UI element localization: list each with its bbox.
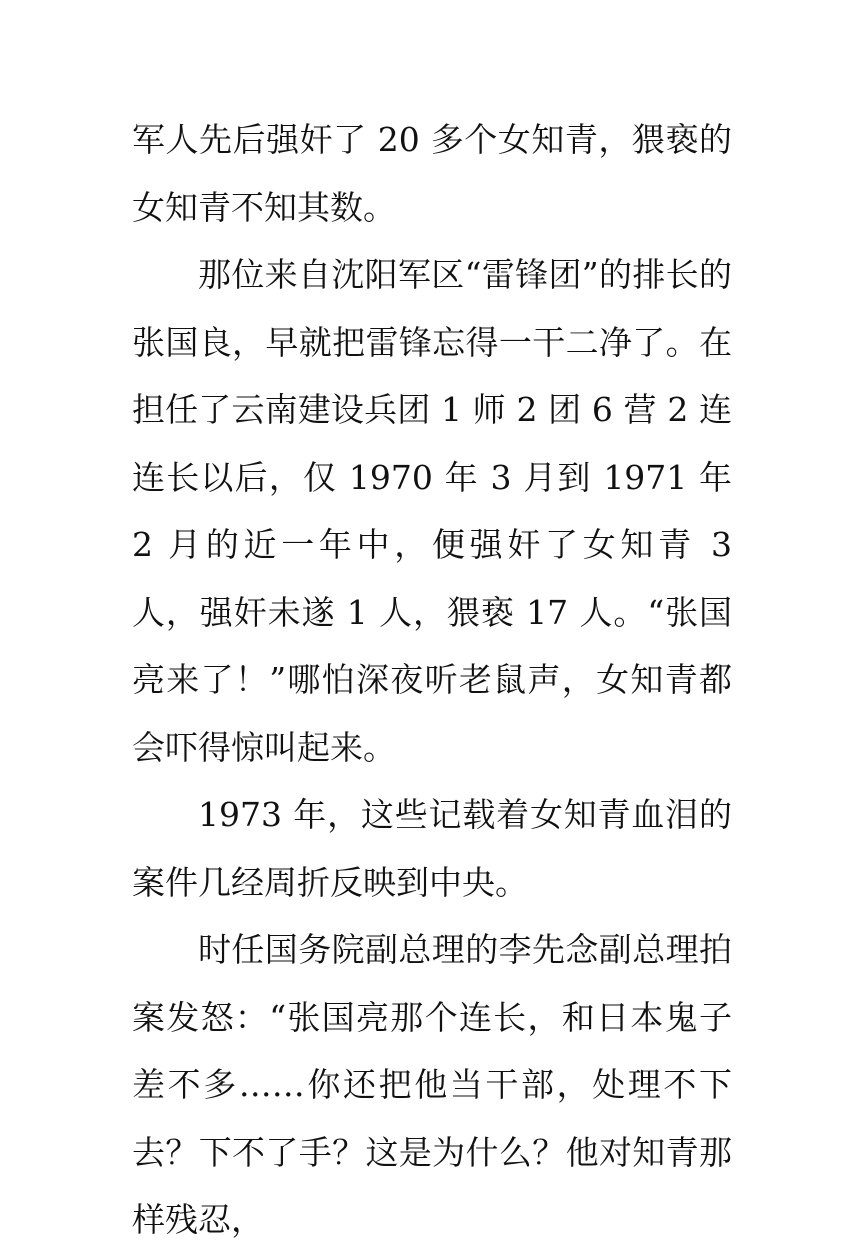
paragraph-continuation: 军人先后强奸了 20 多个女知青，猥亵的女知青不知其数。 [132, 120, 732, 227]
paragraph: 时任国务院副总理的李先念副总理拍案发怒：“张国亮那个连长，和日本鬼子差不多……你还把他当干部，处理不下去？下不了手？这是为什么？他对知青那样残忍， [132, 930, 732, 1239]
body-text [132, 106, 732, 1254]
paragraph: 那位来自沈阳军区“雷锋团”的排长的张国良，早就把雷锋忘得一干二净了。在担任了云南建设兵团 1 师 2 团 6 营 2 连连长以后，仅 1970 年 3 月到 1971 年 2 月的近一年中，便强奸了女知青 3 人，强奸未遂 1 人，猥亵 17 人。“张国亮来了！”哪怕深夜听老鼠声，女知青都会吓得惊叫起来。 [132, 255, 732, 767]
paragraph: 1973 年，这些记载着女知青血泪的案件几经周折反映到中央。 [132, 795, 732, 902]
